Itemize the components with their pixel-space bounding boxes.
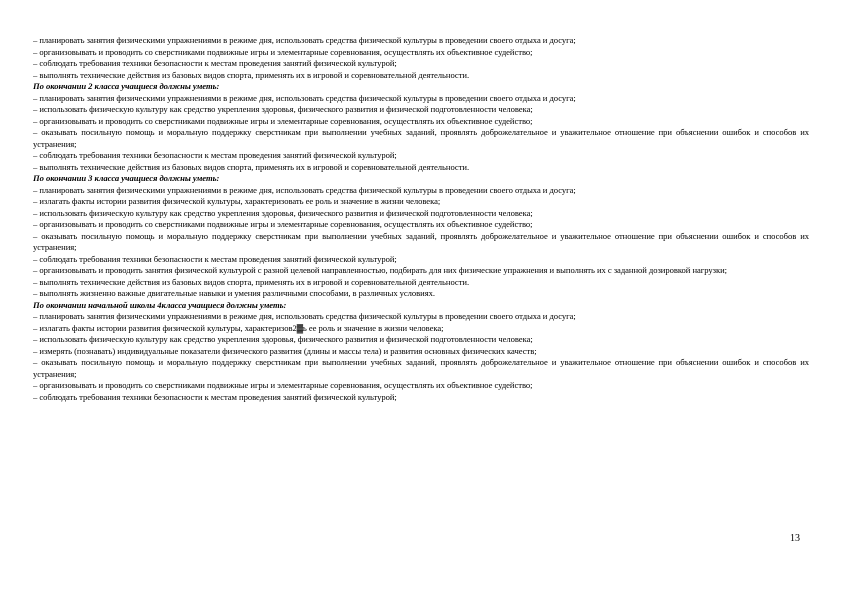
list-item: – оказывать посильную помощь и моральную поддержку сверстникам при выполнении учебных заданий, проявлять доброжелательное и уважительное отношение при объяснении ошибок и способов их устранения; <box>33 230 809 252</box>
list-item: – излагать факты истории развития физической культуры, характеризов2▓ь ее роль и значение в жизни человека; <box>33 322 444 333</box>
list-item: – использовать физическую культуру как средство укрепления здоровья, физического развития и физической подготовленности человека; <box>33 207 533 218</box>
list-item: – организовывать и проводить со сверстниками подвижные игры и элементарные соревнования, осуществлять их объективное судейство; <box>33 46 533 57</box>
list-item: – выполнять технические действия из базовых видов спорта, применять их в игровой и соревновательной деятельности. <box>33 69 470 80</box>
list-item: – соблюдать требования техники безопасности к местам проведения занятий физической культурой; <box>33 58 397 68</box>
document-body <box>33 35 809 403</box>
list-item: – организовывать и проводить занятия физической культурой с разной целевой направленностью, подбирать для них физические упражнения и выполнять их с заданной дозировкой нагрузки; <box>33 265 727 275</box>
list-item: – соблюдать требования техники безопасности к местам проведения занятий физической культурой; <box>33 253 397 264</box>
list-item: – планировать занятия физическими упражнениями в режиме дня, использовать средства физической культуры в проведении своего отдыха и досуга; <box>33 35 576 45</box>
list-item: – соблюдать требования техники безопасности к местам проведения занятий физической культурой; <box>33 391 397 402</box>
list-item: – выполнять технические действия из базовых видов спорта, применять их в игровой и соревновательной деятельности. <box>33 161 470 172</box>
list-item: – организовывать и проводить со сверстниками подвижные игры и элементарные соревнования, осуществлять их объективное судейство; <box>33 380 533 390</box>
list-item: – организовывать и проводить со сверстниками подвижные игры и элементарные соревнования, осуществлять их объективное судейство; <box>33 115 533 126</box>
list-item: – организовывать и проводить со сверстниками подвижные игры и элементарные соревнования, осуществлять их объективное судейство; <box>33 219 533 229</box>
section-heading: По окончании 3 класса учащиеся должны уметь: <box>33 173 220 183</box>
list-item: – планировать занятия физическими упражнениями в режиме дня, использовать средства физической культуры в проведении своего отдыха и досуга; <box>33 311 576 321</box>
page-number: 13 <box>790 533 800 544</box>
list-item: – планировать занятия физическими упражнениями в режиме дня, использовать средства физической культуры в проведении своего отдыха и досуга; <box>33 92 576 103</box>
list-item: – оказывать посильную помощь и моральную поддержку сверстникам при выполнении учебных заданий, проявлять доброжелательное и уважительное отношение при объяснении ошибок и способов их устранения; <box>33 357 809 379</box>
section-heading: По окончании 2 класса учащиеся должны уметь: <box>33 81 220 91</box>
list-item: – использовать физическую культуру как средство укрепления здоровья, физического развития и физической подготовленности человека; <box>33 334 533 344</box>
list-item: – выполнять жизненно важные двигательные навыки и умения различными способами, в различных условиях. <box>33 288 435 298</box>
list-item: – оказывать посильную помощь и моральную поддержку сверстникам при выполнении учебных заданий, проявлять доброжелательное и уважительное отношение при объяснении ошибок и способов их устранения; <box>33 127 809 149</box>
list-item: – измерять (познавать) индивидуальные показатели физического развития (длины и массы тела) и развития основных физических качеств; <box>33 345 537 356</box>
list-item: – соблюдать требования техники безопасности к местам проведения занятий физической культурой; <box>33 150 397 160</box>
list-item: – использовать физическую культуру как средство укрепления здоровья, физического развития и физической подготовленности человека; <box>33 104 533 114</box>
section-heading: По окончании начальной школы 4класса учащиеся должны уметь: <box>33 299 287 310</box>
list-item: – выполнять технические действия из базовых видов спорта, применять их в игровой и соревновательной деятельности. <box>33 276 470 287</box>
list-item: – излагать факты истории развития физической культуры, характеризовать ее роль и значение в жизни человека; <box>33 196 441 206</box>
list-item: – планировать занятия физическими упражнениями в режиме дня, использовать средства физической культуры в проведении своего отдыха и досуга; <box>33 184 576 195</box>
